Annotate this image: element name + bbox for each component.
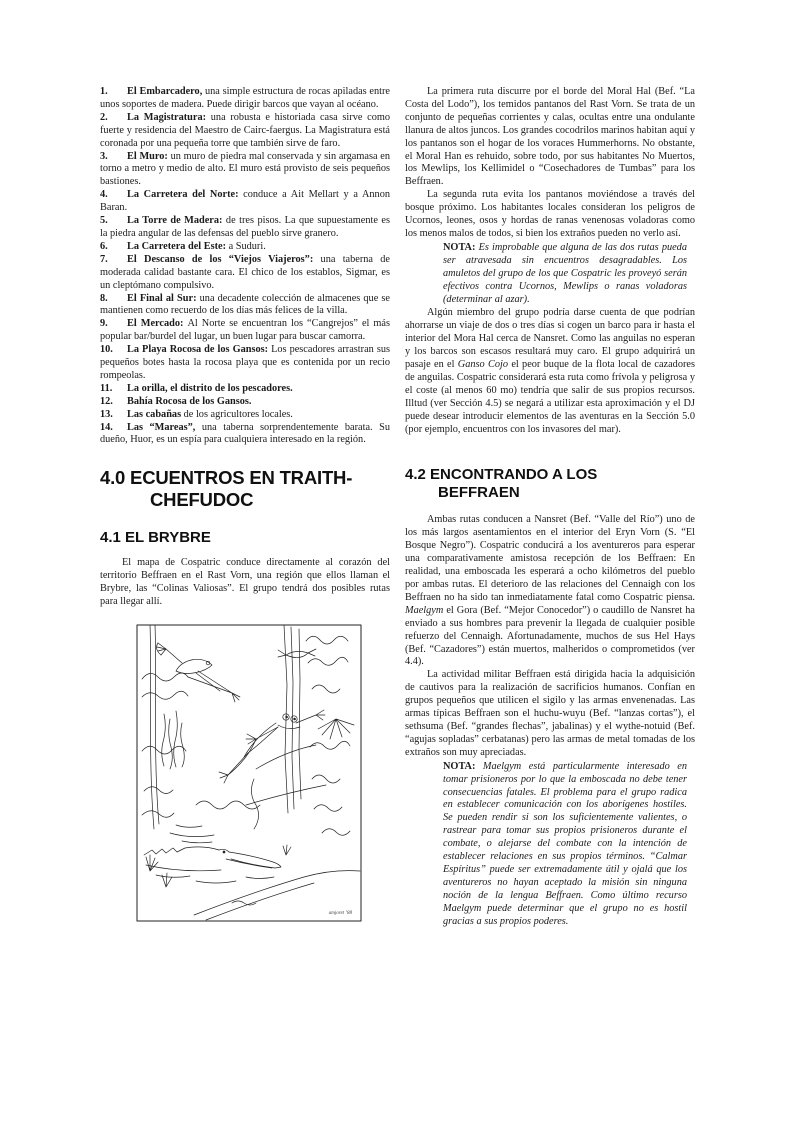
heading-line: 4.2 ENCONTRANDO A LOS — [405, 466, 598, 484]
heading-line: BEFFRAEN — [438, 484, 520, 502]
item-number: 8. — [100, 292, 108, 304]
item-title: El Mercado: — [127, 318, 188, 330]
section-heading — [100, 467, 390, 511]
nota-block — [443, 761, 687, 929]
item-number: 7. — [100, 253, 108, 265]
text-run: Ganso Cojo — [457, 359, 509, 371]
paragraph — [405, 669, 695, 759]
text-run: La segunda ruta evita los pantanos moviéndose a través del bosque próximo. Los habitantes locales consideran los peligros de Ucornos, leones, osos y hordas de ranas venenosas voladoras como los menos malos de todos, si bien los extraños pueden no verlo así. — [405, 189, 695, 239]
text-run: Ambas rutas conducen a Nansret (Bef. “Valle del Río”) uno de los más largos asentamientos en el interior del Eryn Vorn (S. “El Bosque Negro”). Cospatric conducirá a los aventureros para esperar una comparativamente amistosa recepción de los Beffraen: En realidad, una emboscada les esperará a ocho kilómetros del pueblo por ambas rutas. El deterioro de las relaciones del Cennaigh con los Beffraen no ha sido tan inmediatamente fatal como Cospatric piensa. — [405, 514, 695, 603]
page-columns — [100, 86, 695, 936]
list-item — [100, 215, 390, 241]
item-title: La Carretera del Este: — [127, 240, 229, 252]
item-title: El Descanso de los “Viejos Viajeros”: — [127, 253, 321, 265]
item-text: Al Norte se encuentran los “Cangrejos” el más popular bar/burdel del lugar, un buen lugar para buscar camorra. — [100, 318, 390, 343]
jungle-illustration — [136, 619, 363, 936]
left-column-blocks — [100, 86, 390, 609]
text-run: Algún miembro del grupo podría darse cuenta de que podrían ahorrarse un viaje de dos o tres días si cogen un barco para ir hasta el interior del Mora Hal cerca de Nansret. Como las anguilas no esperan y los barcos son escasos resultará muy caro. El grupo adquirirá un pasaje en el — [405, 307, 695, 371]
item-title: La orilla, el distrito de los pescadores. — [127, 382, 293, 394]
item-title: El Embarcadero, — [127, 86, 205, 97]
text-run: La primera ruta discurre por el borde del Moral Hal (Bef. “La Costa del Lodo”), los temidos pantanos del Rast Vorn. Se trata de un conjunto de pequeñas corrientes y calas, ocultas entre una ondulante llanura de altos juncos. Los grandes cocodrilos marinos habitan aquí y los pantanos son el hogar de los voraces Hummerhorns. No obstante, el Moral Han es rehuido, sobre todo, por sus habitantes No Muertos, los Mewlips, los Kellimidel o “Cosechadores de Tumbas” para los Beffraen. — [405, 86, 695, 188]
item-number: 1. — [100, 86, 108, 97]
right-column — [405, 86, 695, 936]
item-number: 14. — [100, 421, 113, 433]
list-item — [100, 86, 390, 112]
item-text: Los pescadores arrastran sus pequeños botes hasta la rocosa playa que es contenida por un recio rompeolas. — [100, 344, 390, 381]
item-number: 9. — [100, 318, 108, 330]
item-title: Las “Mareas”, — [127, 421, 202, 433]
right-column-blocks — [405, 86, 695, 928]
section-heading — [405, 466, 695, 502]
artist-signature: amjoret ’88 — [328, 911, 352, 916]
list-item — [100, 189, 390, 215]
nota-block — [443, 242, 687, 307]
item-number: 5. — [100, 215, 108, 227]
item-title: El Muro: — [127, 150, 171, 162]
flying-frog-icon — [157, 643, 240, 702]
nota-label: NOTA: — [443, 241, 479, 253]
item-text: un muro de piedra mal conservada y sin argamasa en torno a metro y medio de alto. El muro está provisto de seis pequeños bastiones. — [100, 150, 390, 188]
item-text: conduce a Ait Mellart y a Annon Baran. — [100, 189, 390, 214]
list-item — [100, 344, 390, 383]
text-run: La actividad militar Beffraen está dirigida hacia la adquisición de cautivos para la realización de sacrificios humanos. Confían en grupos pequeños que utilicen el sigilo y las armas envenenadas. Las armas típicas Beffraen son el huchu-wuyu (Bef. “lanzas cortas”), el sethsuma (Bef. “grandes flechas”, jabalinas) y el wythe-notuid (Bef. “agujas sopladas” cerbatanas) pero las armas de metal tomadas de los extraños son muy apreciadas. — [405, 669, 695, 758]
item-title: La Magistratura: — [127, 111, 211, 123]
list-item — [100, 254, 390, 293]
item-title: El Final al Sur: — [127, 292, 200, 304]
list-item — [100, 293, 390, 319]
list-item — [100, 318, 390, 344]
item-number: 4. — [100, 189, 108, 201]
item-text: una robusta e historiada casa sirve como fuerte y residencia del Maestro de Cairc-faergus. La Magistratura está coronada por una pequeña torre que también sirve de faro. — [100, 111, 390, 149]
item-number: 10. — [100, 344, 113, 356]
list-item — [100, 422, 390, 448]
item-text: una simple estructura de rocas apiladas entre unos soportes de madera. Puede dirigir barcos que vayan al océano. — [100, 86, 390, 110]
text-run: Maelgym — [405, 604, 444, 616]
item-text: de los agricultores locales. — [183, 408, 293, 420]
left-column — [100, 86, 390, 936]
list-item — [100, 396, 390, 409]
item-number: 13. — [100, 408, 113, 420]
text-run: el Gora (Bef. “Mejor Conocedor”) o caudillo de Nansret ha enviado a sus hombres para prevenir la llegada de cualquier posible refuerzo del Cennaigh. Afortunadamente, muchos de sus Hel Hays (Bef. “Cazadores”) están muertos, malheridos o comprometidos (ver 4.4). — [405, 604, 695, 668]
text-run: el peor buque de la flota local de cazadores de anguilas. Cospatric considerará esta ruta como frívola y peligrosa y el coste (al menos 60 mo) tendría que salir de sus propios recursos. Illtud (ver Sección 4.5) se negará a utilizar esta aproximación y el DJ puede desear introducir elementos de las aventuras en la Sección 5.0 (por ejemplo, encuentros con los invasores del mar). — [405, 359, 695, 435]
jungle-illustration-art — [136, 619, 363, 936]
crocodile-icon — [144, 847, 281, 883]
nota-label: NOTA: — [443, 760, 483, 772]
item-text: una taberna de moderada calidad bastante cara. El chico de los establos, Sigmar, es un cleptómano compulsivo. — [100, 253, 390, 291]
list-item — [100, 241, 390, 254]
item-title: La Torre de Madera: — [127, 215, 226, 227]
small-flying-frog-icon — [278, 649, 316, 658]
item-title: La Playa Rocosa de los Gansos: — [127, 344, 272, 356]
text-run: Maelgym está particularmente interesado en tomar prisioneros por lo que la emboscada no debe tener consecuencias fatales. El problema para el grupo radica en establecer comunicación con los aborígenes hostiles. Se pueden rendir si son los suficientemente valientes, o rastrear para tomar sus propios prisioneros durante el combate, o alejarse del combate con la intención de establecer relaciones en sus propios términos. “Calmar Espíritus” puede ser extremadamente útil y ojalá que los aventureros no hayan aceptado la misión sin ninguna noción de la lengua Beffraen. Como último recurso Maelgym puede determinar que el grupo no es hostil gracias a sus propios poderes. — [443, 760, 687, 927]
item-number: 6. — [100, 240, 108, 252]
list-item — [100, 409, 390, 422]
list-item — [100, 112, 390, 151]
text-run: Es improbable que alguna de las dos rutas pueda ser atravesada sin encuentros desagradables. Los amuletos del grupo de los que Cospatric les proveyó serán efectivos contra Ucornos, Mewlips o ranas voladoras (determinar al azar). — [443, 241, 687, 305]
item-text: una taberna sorprendentemente barata. Su dueño, Huor, es un espía para cualquiera interesado en la región. — [100, 421, 390, 446]
item-number: 11. — [100, 382, 113, 394]
paragraph — [100, 557, 390, 609]
item-text: a Suduri. — [228, 240, 266, 252]
paragraph — [405, 189, 695, 241]
item-title: Bahía Rocosa de los Gansos. — [127, 395, 252, 407]
item-title: Las cabañas — [127, 408, 184, 420]
illustration-frame — [137, 625, 361, 921]
item-number: 2. — [100, 111, 108, 123]
text-run: El mapa de Cospatric conduce directamente al corazón del territorio Beffraen en el Rast Vorn, una región que ellos llaman el Brybre, las “Colinas Valiosas”. El grupo tendrá dos posibles rutas para llegar allí. — [100, 557, 390, 608]
heading-line: CHEFUDOC — [150, 489, 254, 511]
item-number: 3. — [100, 150, 108, 162]
item-text: de tres pisos. La que supuestamente es la piedra angular de las defensas del pueblo sirve granero. — [100, 215, 390, 239]
list-item — [100, 151, 390, 190]
heading-line: 4.1 EL BRYBRE — [100, 529, 211, 547]
list-item — [100, 383, 390, 396]
paragraph — [405, 307, 695, 436]
item-title: La Carretera del Norte: — [127, 189, 244, 201]
item-number: 12. — [100, 395, 113, 407]
heading-line: 4.0 ECUENTROS EN TRAITH- — [100, 467, 353, 489]
section-heading — [100, 529, 390, 547]
paragraph — [405, 86, 695, 189]
item-text: una decadente colección de almacenes que se mantienen como recuerdo de los días más felices de la villa. — [100, 292, 390, 317]
paragraph — [405, 514, 695, 669]
